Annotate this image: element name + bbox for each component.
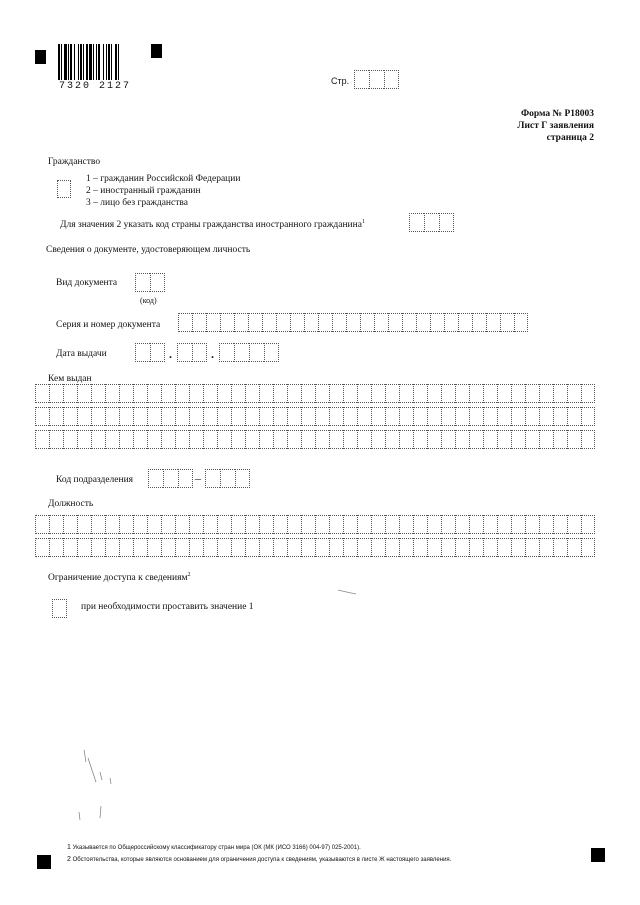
doc-type-hint: (код) <box>140 296 157 305</box>
page-label: Стр. <box>331 76 350 86</box>
restriction-title: Ограничение доступа к сведениям$^2$ <box>48 572 191 584</box>
footnote-1: 1 Указывается по Общероссийскому классификатору стран мира (ОК (МК (ИСО 3166) 004-97) 025-2001). <box>67 844 361 851</box>
foreign-code-label: Для значения 2 указать код страны гражданства иностранного гражданина$^1$ <box>60 219 365 231</box>
date-separator-1: . <box>169 347 172 361</box>
issue-date-label: Дата выдачи <box>56 349 107 359</box>
citizenship-option-3: 3 – лицо без гражданства <box>86 198 188 208</box>
sheet-label: Лист Г заявления <box>517 121 594 131</box>
form-number: Форма № Р18003 <box>520 109 594 119</box>
dept-code-label: Код подразделения <box>56 475 134 485</box>
footnote-ref-2: 2 <box>187 572 191 578</box>
doc-type-label: Вид документа <box>56 278 118 288</box>
issued-by-label: Кем выдан <box>48 374 92 384</box>
footnote-2: 2 Обстоятельства, которые являются основанием для ограничения доступа к сведениям, указываются в листе Ж настоящего заявления. <box>67 856 452 863</box>
dept-code-separator: – <box>195 471 201 485</box>
sheet-page: страница 2 <box>546 133 594 143</box>
restriction-hint: при необходимости проставить значение 1 <box>81 602 254 612</box>
date-separator-2: . <box>211 347 214 361</box>
barcode-number: 7320 2127 <box>59 81 132 92</box>
footnote-ref-1: 1 <box>361 219 365 225</box>
citizenship-title: Гражданство <box>48 157 101 167</box>
citizenship-option-2: 2 – иностранный гражданин <box>86 186 201 196</box>
citizenship-option-1: 1 – гражданин Российской Федерации <box>86 174 241 184</box>
position-title: Должность <box>48 499 94 509</box>
series-label: Серия и номер документа <box>56 320 161 330</box>
identity-title: Сведения о документе, удостоверяющем личность <box>46 245 251 255</box>
